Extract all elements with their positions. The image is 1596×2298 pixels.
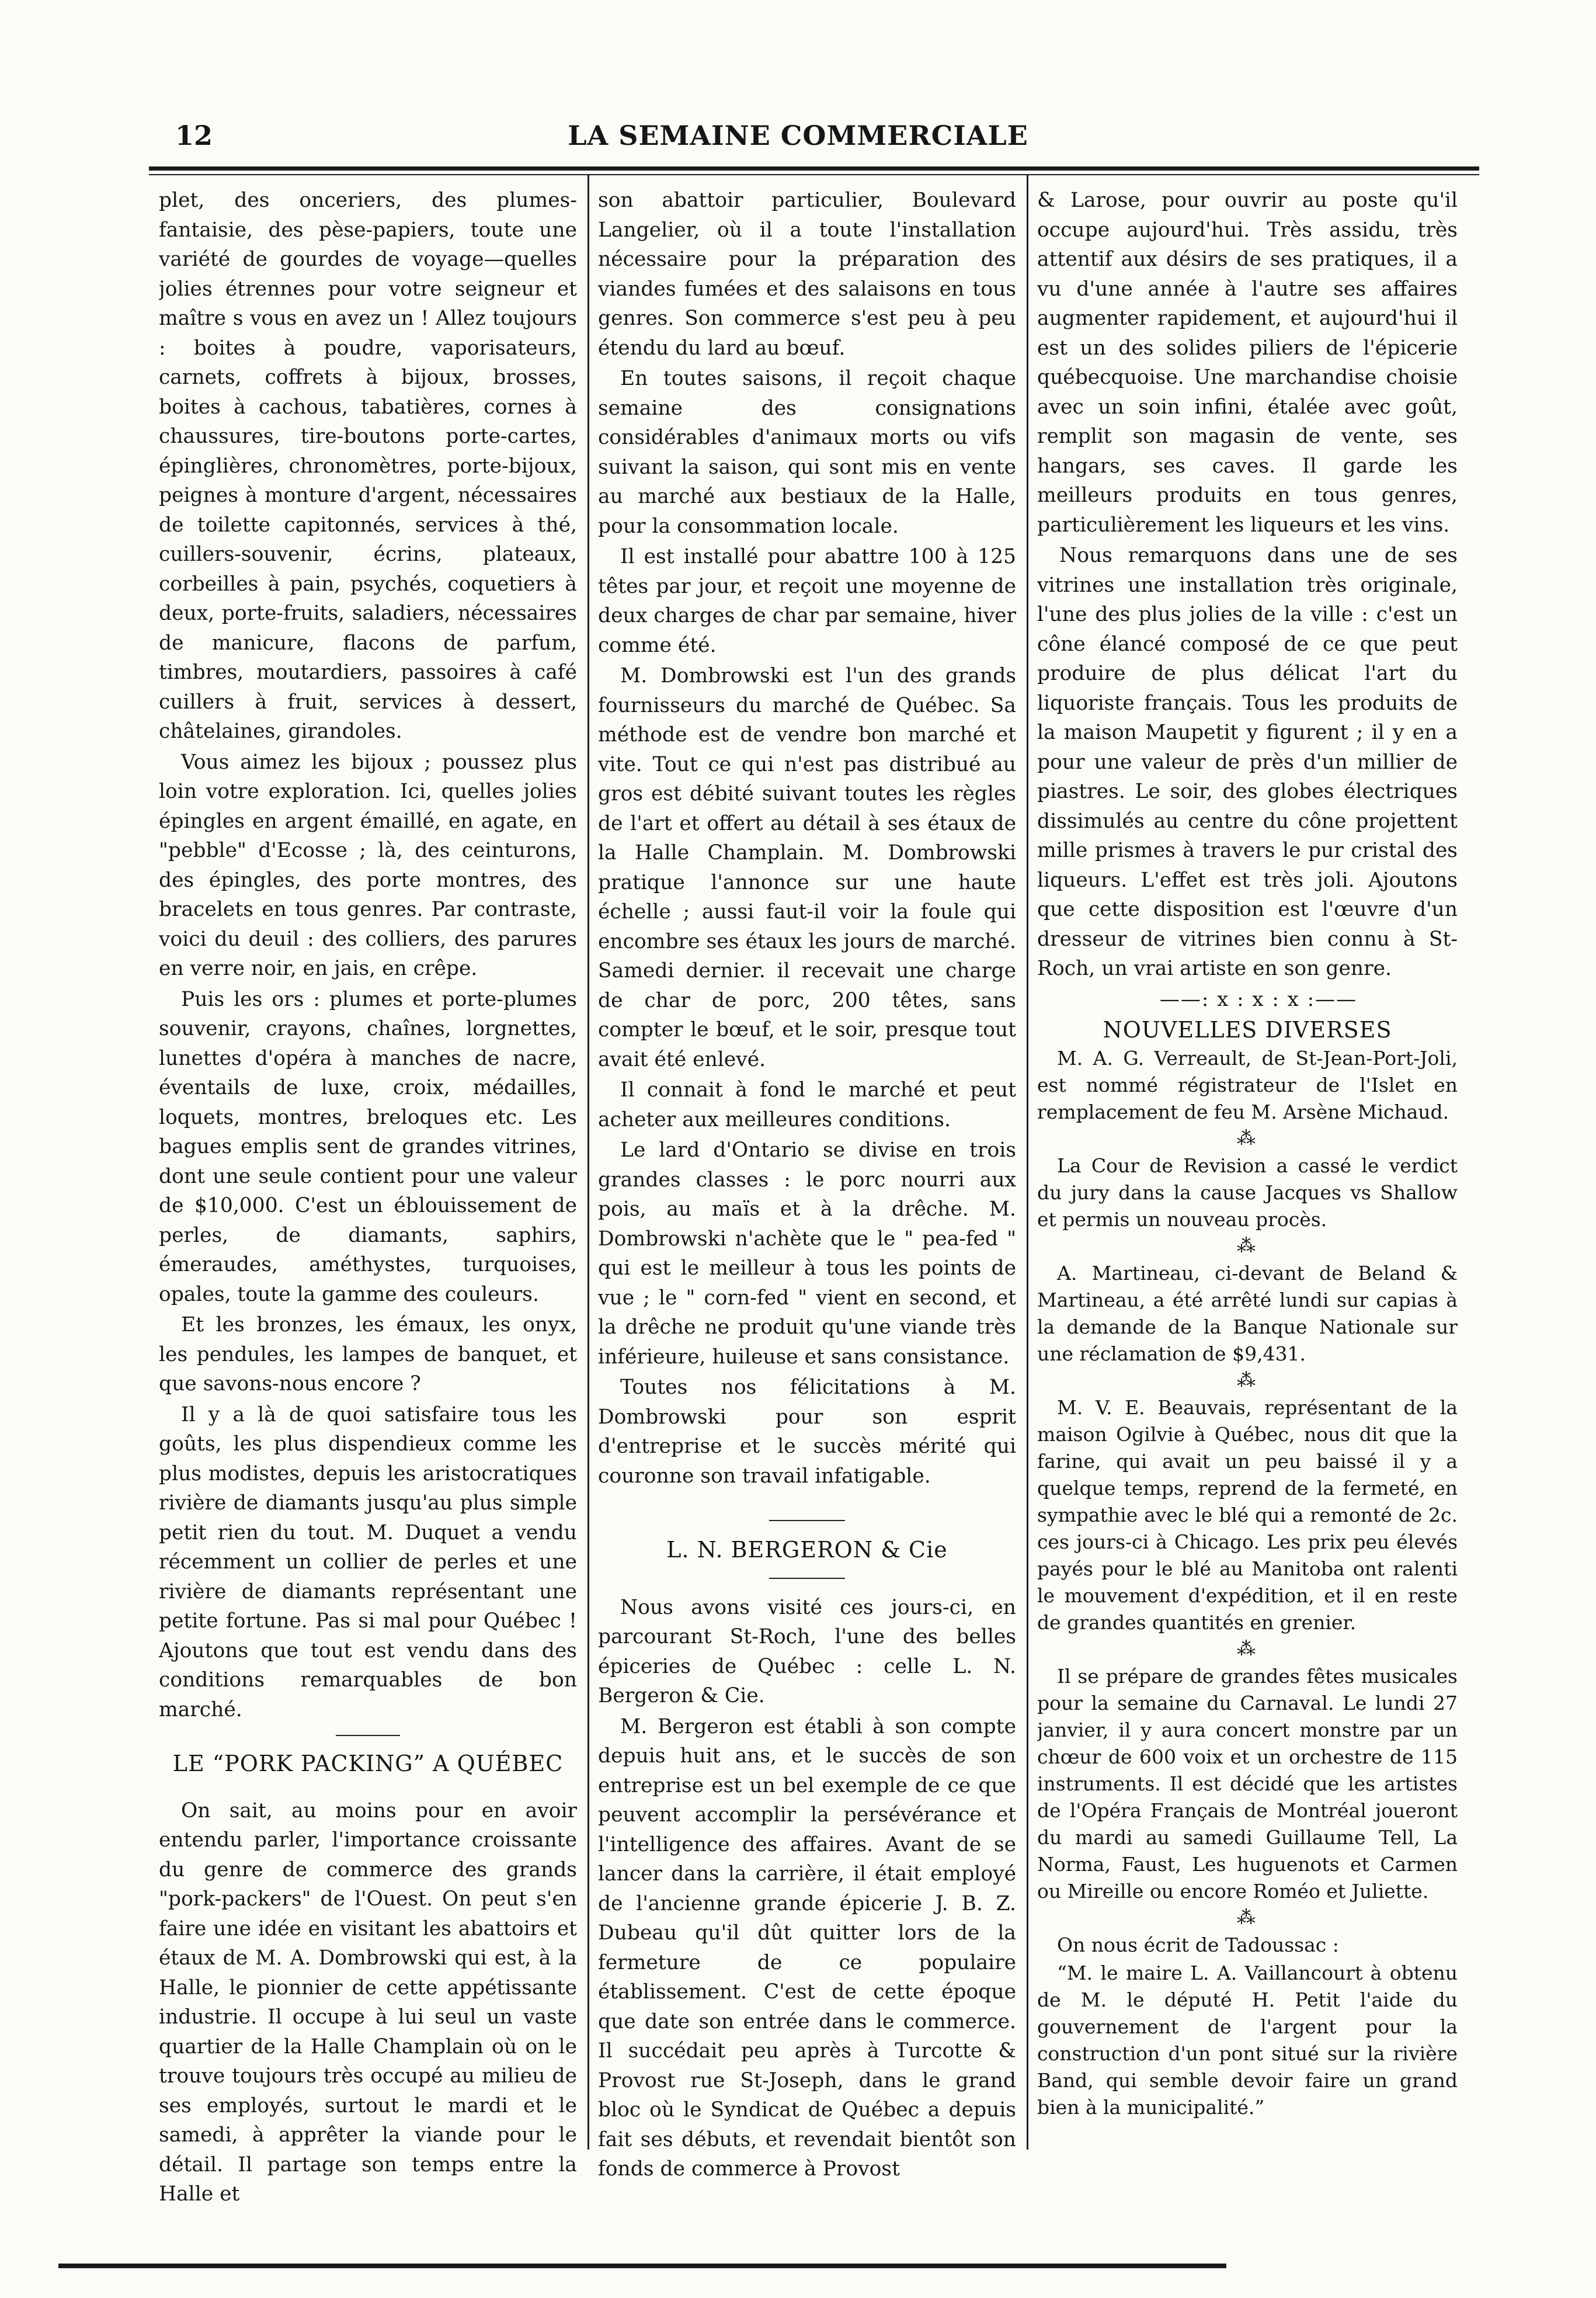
section-separator (769, 1520, 845, 1521)
asterism-divider: ⁂ (1237, 1905, 1258, 1928)
news-item: M. V. E. Beauvais, représentant de la maison Ogilvie à Québec, nous dit que la farine, qui avait un peu baissé il y a quelque temps, reprend de la fermeté, en sympathie avec le blé qui a remonté de 2c. ces jours-ci à Chicago. Les prix peu élevés payés pour le blé au Manitoba ont ralenti le mouvement d'expédition, et il en reste de grandes quantités en grenier. (1037, 1396, 1458, 1634)
col1-paragraph: Puis les ors : plumes et porte-plumes souvenir, crayons, chaînes, lorgnettes, lunettes d'opéra à manches de nacre, éventails de luxe, croix, médailles, loquets, montres, breloques etc. Les bagues emplis sent de grandes vitrines, dont une seule contient pour une valeur de $10,000. C'est un éblouissement de perles, de diamants, saphirs, émeraudes, améthystes, turquoises, opales, toute la gamme des couleurs. (159, 987, 577, 1306)
news-item: On nous écrit de Tadoussac : (1057, 1933, 1339, 1956)
col2-paragraph: Il est installé pour abattre 100 à 125 têtes par jour, et reçoit une moyenne de deux charges de char par semaine, hiver comme été. (598, 545, 1016, 657)
column-1 (159, 186, 577, 2248)
col1-paragraph: Il y a là de quoi satisfaire tous les goûts, les plus dispendieux comme les plus modistes, depuis les aristocratiques rivière de diamants jusqu'au plus simple petit rien du tout. M. Duquet a vendu récemment un collier de perles et une rivière de diamants représentant une petite fortune. Pas si mal pour Québec ! Ajoutons que tout est vendu dans des conditions remarquables de bon marché. (159, 1403, 577, 1721)
section-separator (769, 1578, 845, 1579)
masthead-title: LA SEMAINE COMMERCIALE (568, 120, 1028, 151)
news-items (1037, 1045, 1458, 2121)
page-number: 12 (175, 120, 213, 151)
section-separator (336, 1735, 400, 1736)
col1-paragraph: Et les bronzes, les émaux, les onyx, les pendules, les lampes de banquet, et que savons-nous encore ? (159, 1313, 577, 1396)
news-item: La Cour de Revision a cassé le verdict du jury dans la cause Jacques vs Shallow et permis un nouveau procès. (1037, 1154, 1458, 1231)
col2-paragraph: En toutes saisons, il reçoit chaque semaine des consignations considérables d'animaux morts ou vifs suivant la saison, qui sont mis en vente au marché aux bestiaux de la Halle, pour la consommation locale. (598, 367, 1016, 538)
col2-paragraph: Le lard d'Ontario se divise en trois grandes classes : le porc nourri aux pois, au maïs et à la drêche. M. Dombrowski n'achète que le " pea-fed " qui est le meilleur à tous les points de vue ; le " corn-fed " vient en second, et la drêche ne produit qu'une viande très inférieure, huileuse et sans consistance. (598, 1138, 1016, 1369)
ornament-divider: ——: x : x : x :—— (1159, 987, 1358, 1011)
asterism-divider: ⁂ (1237, 1126, 1258, 1149)
col2-paragraph: Toutes nos félicitations à M. Dombrowski pour son esprit d'entreprise et le succès mérité qui couronne son travail infatigable. (598, 1376, 1016, 1488)
column-divider-1 (587, 175, 589, 2150)
news-item: Il se prépare de grandes fêtes musicales pour la semaine du Carnaval. Le lundi 27 janvier, il y aura concert monstre par un chœur de 600 voix et un orchestre de 115 instruments. Il est décidé que les artistes de l'Opéra Français de Montréal joueront du mardi au samedi Guillaume Tell, La Norma, Faust, Les huguenots et Carmen ou Mireille ou encore Roméo et Juliette. (1037, 1664, 1458, 1903)
col1-paragraph: On sait, au moins pour en avoir entendu parler, l'importance croissante du genre de commerce des grands "pork-packers" de l'Ouest. On peut s'en faire une idée en visitant les abattoirs et étaux de M. A. Dombrowski qui est, à la Halle, le pionnier de cette appétissante industrie. Il occupe à lui seul un vaste quartier de la Halle Champlain où on le trouve toujours très occupé au milieu de ses employés, surtout le mardi et le samedi, à apprêter la viande pour le détail. Il partage son temps entre la Halle et (159, 1799, 577, 2206)
news-item: A. Martineau, ci-devant de Beland & Martineau, a été arrêté lundi sur capias à la demande de la Banque Nationale sur une réclamation de $9,431. (1037, 1261, 1458, 1365)
col3-paragraph: Nous remarquons dans une de ses vitrines une installation très originale, l'une des plus jolies de la ville : c'est un cône élancé composé de ce que peut produire de plus délicat l'art du liquoriste français. Tous les produits de la maison Maupetit y figurent ; il y en a pour une valeur de près d'un millier de piastres. Le soir, des globes électriques dissimulés au centre du cône projettent mille prismes à travers le pur cristal des liqueurs. L'effet est très joli. Ajoutons que cette disposition est l'œuvre d'un dresseur de vitrines bien connu à St-Roch, un vrai artiste en son genre. (1037, 544, 1458, 980)
asterism-divider: ⁂ (1237, 1368, 1258, 1391)
header-rule-thin (149, 174, 1479, 175)
col2-paragraph: M. Dombrowski est l'un des grands fournisseurs du marché de Québec. Sa méthode est de vendre bon marché et vite. Tout ce qui n'est pas distribué au gros est débité suivant toutes les règles de l'art et offert au détail à ses étaux de la Halle Champlain. M. Dombrowski pratique l'annonce sur une haute échelle ; aussi faut-il voir la foule qui encombre ses étaux les jours de marché. Samedi dernier. il recevait une charge de char de porc, 200 têtes, sans compter le bœuf, et le soir, presque tout avait été enlevé. (598, 664, 1016, 1071)
section-heading-nouvelles: NOUVELLES DIVERSES (1103, 1017, 1392, 1043)
col1-paragraph: plet, des onceriers, des plumes-fantaisie, des pèse-papiers, toute une variété de gourdes de voyage—quelles jolies étrennes pour votre seigneur et maître s vous en avez un ! Allez toujours : boites à poudre, vaporisateurs, carnets, coffrets à bijoux, brosses, boites à cachous, tabatières, cornes à chaussures, tire-boutons porte-cartes, épinglières, chronomètres, porte-bijoux, peignes à monture d'argent, nécessaires de toilette capitonnés, services à thé, cuillers-souvenir, écrins, plateaux, corbeilles à pain, psychés, coquetiers à deux, porte-fruits, saladiers, nécessaires de manicure, flacons de parfum, timbres, moutardiers, passoires à café cuillers à fruit, services à dessert, châtelaines, girandoles. (159, 189, 577, 743)
column-2 (598, 186, 1016, 2248)
news-item: “M. le maire L. A. Vaillancourt à obtenu de M. le député H. Petit l'aide du gouvernement de l'argent pour la construction d'un pont situé sur la rivière Band, qui semble devoir faire un grand bien à la municipalité.” (1037, 1961, 1458, 2119)
bottom-rule (58, 2264, 1226, 2268)
col3-paragraph: & Larose, pour ouvrir au poste qu'il occupe aujourd'hui. Très assidu, très attentif aux désirs de ses pratiques, il a vu d'une année à l'autre ses affaires augmenter rapidement, et aujourd'hui il est un des solides piliers de l'épicerie québecquoise. Une marchandise choisie avec un soin infini, étalée avec goût, remplit son magasin de vente, ses hangars, ses caves. Il garde les meilleurs produits en tous genres, particulièrement les liqueurs et les vins. (1037, 189, 1458, 537)
section-heading-bergeron: L. N. BERGERON & Cie (666, 1537, 948, 1563)
col2-paragraph: Nous avons visité ces jours-ci, en parcourant St-Roch, l'une des belles épiceries de Québec : celle L. N. Bergeron & Cie. (598, 1595, 1016, 1707)
header-rule-thick (149, 166, 1479, 171)
section-heading-pork-packing: LE “PORK PACKING” A QUÉBEC (172, 1751, 564, 1776)
column-divider-2 (1027, 175, 1028, 2150)
news-item: M. A. G. Verreault, de St-Jean-Port-Joli, est nommé régistrateur de l'Islet en remplacement de feu M. Arsène Michaud. (1037, 1046, 1458, 1123)
col1-paragraph: Vous aimez les bijoux ; poussez plus loin votre exploration. Ici, quelles jolies épingles en argent émaillé, en agate, en "pebble" d'Ecosse ; là, des ceinturons, des épingles, des porte montres, des bracelets en tous genres. Par contraste, voici du deuil : des colliers, des parures en verre noir, en jais, en crêpe. (159, 750, 577, 980)
asterism-divider: ⁂ (1237, 1637, 1258, 1660)
asterism-divider: ⁂ (1237, 1234, 1258, 1256)
column-3 (1037, 186, 1458, 2248)
col2-paragraph: M. Bergeron est établi à son compte depuis huit ans, et le succès de son entreprise est un bel exemple de ce que peuvent accomplir la persévérance et l'intelligence des affaires. Avant de se lancer dans la carrière, il était employé de l'ancienne grande épicerie J. B. Z. Dubeau qu'il dût quitter lors de la fermeture de ce populaire établissement. C'est de cette époque que date son entrée dans le commerce. Il succédait peu après à Turcotte & Provost rue St-Joseph, dans le grand bloc où le Syndicat de Québec a depuis fait ses débuts, et revendait bientôt son fonds de commerce à Provost (598, 1714, 1016, 2181)
col2-paragraph: son abattoir particulier, Boulevard Langelier, où il a toute l'installation nécessaire pour la préparation des viandes fumées et des salaisons en tous genres. Son commerce s'est peu à peu étendu du lard au bœuf. (598, 189, 1016, 360)
col2-paragraph: Il connait à fond le marché et peut acheter aux meilleures conditions. (598, 1078, 1016, 1131)
